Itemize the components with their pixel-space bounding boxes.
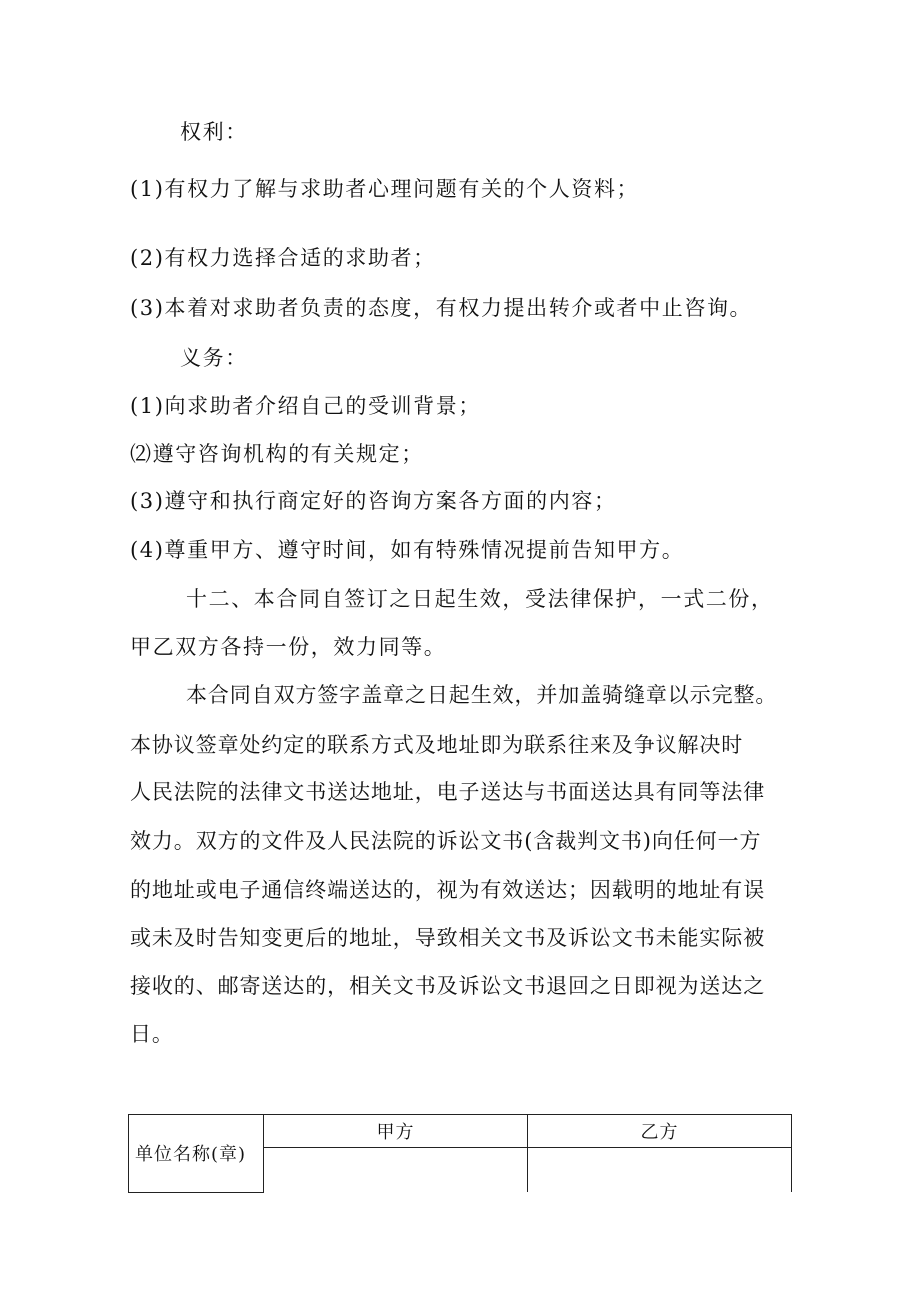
service-clause-line-8: 日。 [130, 1022, 174, 1046]
rights-heading: 权利： [180, 120, 248, 144]
party-b-header: 乙方 [528, 1115, 792, 1148]
service-clause-line-7: 接收的、邮寄送达的，相关文书及诉讼文书退回之日即视为送达之 [130, 974, 766, 998]
clause12-line-1: 十二、本合同自签订之日起生效，受法律保护，一式二份， [186, 587, 774, 611]
duties-item-4: (4)尊重甲方、遵守时间，如有特殊情况提前告知甲方。 [130, 538, 685, 562]
party-a-seal-cell[interactable] [264, 1148, 528, 1193]
duties-item-1: (1)向求助者介绍自己的受训背景； [130, 394, 481, 418]
rights-item-1: (1)有权力了解与求助者心理问题有关的个人资料； [130, 177, 640, 201]
service-clause-line-6: 或未及时告知变更后的地址，导致相关文书及诉讼文书未能实际被 [130, 926, 766, 950]
service-clause-line-4: 效力。双方的文件及人民法院的诉讼文书(含裁判文书)向任何一方 [130, 829, 762, 853]
rights-item-3: (3)本着对求助者负责的态度，有权力提出转介或者中止咨询。 [130, 296, 753, 320]
service-clause-line-2: 本协议签章处约定的联系方式及地址即为联系往来及争议解决时 [130, 733, 744, 757]
service-clause-line-3: 人民法院的法律文书送达地址，电子送达与书面送达具有同等法律 [130, 780, 766, 804]
service-clause-line-1: 本合同自双方签字盖章之日起生效，并加盖骑缝章以示完整。 [186, 683, 778, 707]
unit-name-label: 单位名称(章) [129, 1115, 264, 1193]
party-b-seal-cell[interactable] [528, 1148, 792, 1193]
duties-heading: 义务： [180, 346, 248, 370]
party-a-header: 甲方 [264, 1115, 528, 1148]
service-clause-line-5: 的地址或电子通信终端送达的，视为有效送达；因载明的地址有误 [130, 878, 766, 902]
duties-item-3: (3)遵守和执行商定好的咨询方案各方面的内容； [130, 489, 617, 513]
duties-item-2: ⑵遵守咨询机构的有关规定； [130, 442, 424, 466]
signature-table [128, 1114, 792, 1193]
clause12-line-2: 甲乙双方各持一份，效力同等。 [130, 635, 447, 659]
rights-item-2: (2)有权力选择合适的求助者； [130, 246, 436, 270]
